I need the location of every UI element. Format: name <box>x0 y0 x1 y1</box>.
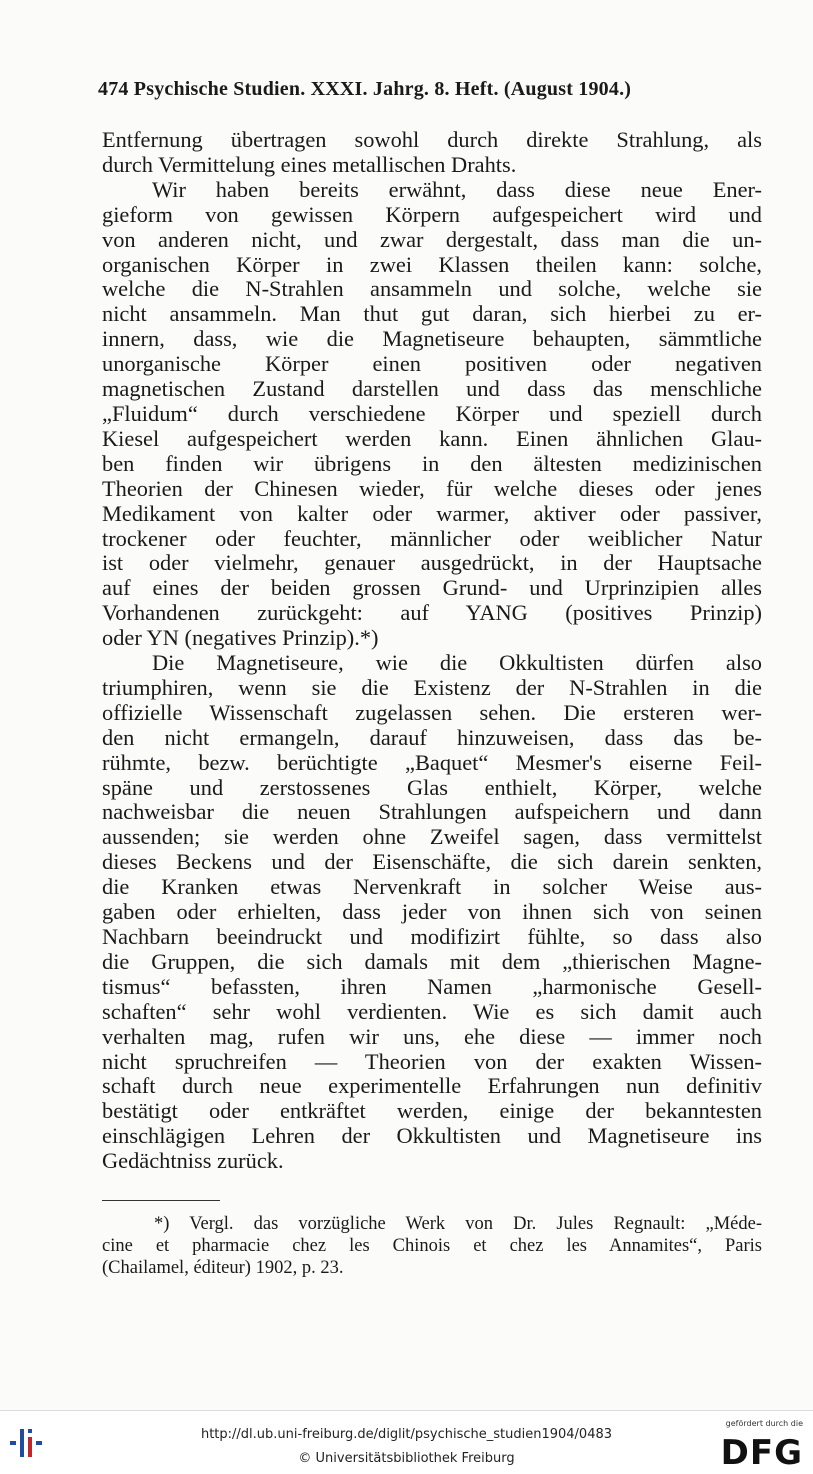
text-line: dieses Beckens und der Eisenschäfte, die sich darein senkten, <box>102 849 762 875</box>
text-line: Die Magnetiseure, wie die Okkultisten dürfen also <box>152 650 762 676</box>
text-line: triumphiren, wenn sie die Existenz der N-Strahlen in die <box>102 674 762 700</box>
running-head: 474 Psychische Studien. XXXI. Jahrg. 8. Heft. (August 1904.) <box>98 78 632 100</box>
body-text <box>102 128 762 1174</box>
text-line: schaft durch neue experimentelle Erfahrungen nun definitiv <box>102 1073 762 1099</box>
paragraph-1 <box>102 128 762 178</box>
dfg-wordmark: DFG <box>720 1433 803 1473</box>
text-line: ben finden wir übrigens in den ältesten medizinischen <box>102 450 762 476</box>
text-line: organischen Körper in zwei Klassen theilen kann: solche, <box>102 251 762 277</box>
text-line: die Kranken etwas Nervenkraft in solcher Weise aus- <box>102 874 762 900</box>
text-line: Medikament von kalter oder warmer, aktiver oder passiver, <box>102 500 762 526</box>
text-line: gaben oder erhielten, dass jeder von ihnen sich von seinen <box>102 899 762 925</box>
text-line: den nicht ermangeln, darauf hinzuweisen, dass das be- <box>102 724 762 750</box>
dfg-logo <box>711 1419 803 1473</box>
text-line: offizielle Wissenschaft zugelassen sehen. Die ersteren wer- <box>102 699 762 725</box>
text-line: Entfernung übertragen sowohl durch direkte Strahlung, als <box>102 127 762 152</box>
text-line: aussenden; sie werden ohne Zweifel sagen, dass vermittelst <box>102 824 762 850</box>
text-line: einschlägigen Lehren der Okkultisten und Magnetiseure ins <box>102 1123 762 1149</box>
text-line: rühmte, bezw. berüchtigte „Baquet“ Mesmer's eiserne Feil- <box>102 749 762 775</box>
text-line: Theorien der Chinesen wieder, für welche dieses oder jenes <box>102 475 762 501</box>
text-line: von anderen nicht, und zwar dergestalt, dass man die un- <box>102 226 762 252</box>
text-line: oder YN (negatives Prinzip).*) <box>102 625 379 651</box>
text-line: Vorhandenen zurückgeht: auf YANG (positives Prinzip) <box>102 600 762 626</box>
text-line: welche die N-Strahlen ansammeln und solche, welche sie <box>102 276 762 302</box>
footnote-line: cine et pharmacie chez les Chinois et chez les Annamites“, Paris <box>102 1236 762 1256</box>
footnote-line: *) Vergl. das vorzügliche Werk von Dr. Jules Regnault: „Méde- <box>154 1214 762 1234</box>
text-line: innern, dass, wie die Magnetiseure behaupten, sämmtliche <box>102 326 762 352</box>
text-line: auf eines der beiden grossen Grund- und Urprinzipien alles <box>102 575 762 601</box>
text-line: nicht spruchreifen — Theorien von der exakten Wissen- <box>102 1048 762 1074</box>
viewer-footer <box>0 1410 813 1474</box>
text-line: nachweisbar die neuen Strahlungen aufspeichern und dann <box>102 799 762 825</box>
text-line: Kiesel aufgespeichert werden kann. Einen ähnlichen Glau- <box>102 425 762 451</box>
text-line: magnetischen Zustand darstellen und dass das menschliche <box>102 376 762 402</box>
text-line: Nachbarn beeindruckt und modifizirt fühlte, so dass also <box>102 924 762 949</box>
text-line: verhalten mag, rufen wir uns, ehe diese — immer noch <box>102 1023 762 1049</box>
page-url[interactable]: http://dl.ub.uni-freiburg.de/diglit/psychische_studien1904/0483 <box>200 1427 613 1442</box>
text-line: schaften“ sehr wohl verdienten. Wie es sich damit auch <box>102 998 762 1024</box>
text-line: Gedächtniss zurück. <box>102 1148 284 1174</box>
text-line: „Fluidum“ durch verschiedene Körper und speziell durch <box>102 400 762 426</box>
footnote <box>102 1213 762 1279</box>
text-line: tismus“ befassten, ihren Namen „harmonische Gesell- <box>102 973 762 999</box>
text-line: unorganische Körper einen positiven oder negativen <box>102 351 762 377</box>
text-line: trockener oder feuchter, männlicher oder weiblicher Natur <box>102 525 762 551</box>
text-line: ist oder vielmehr, genauer ausgedrückt, in der Hauptsache <box>102 550 762 576</box>
footnote-line: (Chailamel, éditeur) 1902, p. 23. <box>102 1258 344 1278</box>
text-line: späne und zerstossenes Glas enthielt, Körper, welche <box>102 774 762 800</box>
footnote-rule <box>102 1200 220 1201</box>
text-line: durch Vermittelung eines metallischen Drahts. <box>102 151 517 177</box>
text-line: gieform von gewissen Körpern aufgespeichert wird und <box>102 201 762 227</box>
text-line: die Gruppen, die sich damals mit dem „thierischen Magne- <box>102 948 762 974</box>
paragraph-3 <box>102 651 762 1174</box>
text-line: nicht ansammeln. Man thut gut daran, sich hierbei zu er- <box>102 301 762 327</box>
copyright-text: © Universitätsbibliothek Freiburg <box>298 1451 515 1466</box>
text-line: Wir haben bereits erwähnt, dass diese neue Ener- <box>152 176 762 202</box>
paragraph-2 <box>102 178 762 651</box>
dfg-caption: gefördert durch die <box>725 1419 803 1428</box>
text-line: bestätigt oder entkräftet werden, einige der bekanntesten <box>102 1098 762 1124</box>
